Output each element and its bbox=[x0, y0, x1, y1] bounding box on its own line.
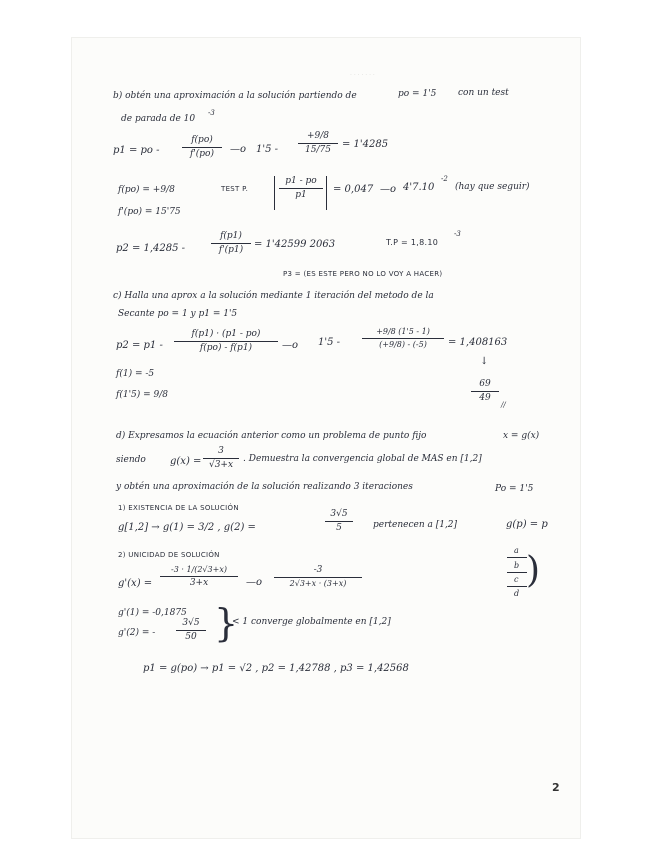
right-brace-icon: } bbox=[214, 601, 239, 645]
b-p1-denominator: f'(po) bbox=[189, 149, 214, 159]
d-existence-tail: pertenecen a [1,2] bbox=[373, 520, 458, 530]
b-p1-denominator2: 15/75 bbox=[305, 145, 331, 155]
c-secant-denominator2: (+9/8) - (-5) bbox=[379, 340, 427, 349]
d-gprime-fraction bbox=[160, 566, 238, 588]
d-existencia-heading: 1) EXISTENCIA DE LA SOLUCIÓN bbox=[118, 504, 239, 512]
d-gx-lhs: g(x) = bbox=[170, 456, 202, 467]
side-item: c bbox=[514, 575, 519, 584]
d-gp-eq: g(p) = p bbox=[506, 519, 548, 530]
b-p3-note: P3 = (ES ESTE PERO NO LO VOY A HACER) bbox=[283, 270, 443, 278]
b-statement-line1: b) obtén una aproximación a la solución partiendo de bbox=[113, 91, 357, 101]
b-statement-line1b: con un test bbox=[458, 88, 509, 98]
b-test-result: = 0,047 bbox=[333, 184, 374, 195]
c-fraction-numerator: 69 bbox=[479, 379, 491, 389]
d-gprime-denominator2: 2√3+x · (3+x) bbox=[289, 579, 347, 588]
side-item: b bbox=[514, 561, 520, 570]
d-gprime2-numerator: 3√5 bbox=[182, 618, 200, 628]
side-item: a bbox=[514, 546, 519, 555]
d-convergence: < 1 converge globalmente en [1,2] bbox=[232, 617, 391, 627]
d-unicidad-heading: 2) UNICIDAD DE SOLUCIÓN bbox=[118, 551, 220, 559]
d-g2-denominator: 5 bbox=[336, 523, 342, 533]
bleed-through-text: · · · · · · · bbox=[350, 72, 375, 79]
d-gprime2-denominator: 50 bbox=[185, 632, 197, 642]
b-p1-result: = 1'4285 bbox=[342, 139, 389, 150]
b-test-value: 4'7.10 bbox=[403, 182, 435, 193]
b-f-p0: f(po) = +9/8 bbox=[118, 185, 175, 195]
b-p1-fraction bbox=[182, 136, 222, 159]
b-test-numerator: p1 - po bbox=[285, 176, 317, 186]
d-gprime2-lhs: g'(2) = - bbox=[118, 628, 156, 638]
d-gprime-lhs: g'(x) = bbox=[118, 578, 153, 589]
arrow-icon: —o bbox=[246, 577, 263, 588]
b-p2-numerator: f(p1) bbox=[220, 231, 242, 241]
side-divider bbox=[507, 586, 527, 587]
c-secant-fraction bbox=[174, 330, 278, 353]
d-p0: Po = 1'5 bbox=[495, 484, 534, 494]
d-gprime1: g'(1) = -0,1875 bbox=[118, 608, 187, 618]
b-test-label: TEST P. bbox=[221, 185, 249, 193]
side-divider bbox=[507, 557, 527, 558]
b-p2-fraction bbox=[211, 232, 251, 255]
c-f15: f(1'5) = 9/8 bbox=[116, 390, 169, 400]
d-gx-numerator: 3 bbox=[218, 446, 224, 456]
d-g2-numerator: 3√5 bbox=[330, 509, 348, 519]
d-fixed-point-eq: x = g(x) bbox=[503, 431, 540, 441]
double-underline-mark: // bbox=[501, 401, 506, 409]
d-iterations: p1 = g(po) → p1 = √2 , p2 = 1,42788 , p3 = 1,42568 bbox=[143, 663, 409, 674]
b-statement-line2: de parada de 10 bbox=[121, 114, 196, 124]
d-gx-denominator: √3+x bbox=[208, 460, 234, 470]
d-gprime-numerator: -3 · 1/(2√3+x) bbox=[171, 565, 227, 574]
c-result: = 1,408163 bbox=[448, 337, 508, 348]
c-secant-numerator: f(p1) · (p1 - po) bbox=[191, 329, 261, 339]
down-arrow-icon: ↓ bbox=[480, 356, 489, 367]
curved-arrow-icon: ) bbox=[526, 550, 541, 591]
b-p1-lhs: p1 = po - bbox=[113, 145, 160, 156]
c-secant-numerator2: +9/8 (1'5 - 1) bbox=[376, 327, 430, 336]
c-statement-line1: c) Halla una aprox a la solución mediante 1 iteración del metodo de la bbox=[113, 291, 434, 301]
b-test-denominator: p1 bbox=[295, 190, 307, 200]
c-secant-fraction2 bbox=[362, 328, 444, 349]
c-f1: f(1) = -5 bbox=[116, 369, 155, 379]
d-statement-line3: y obtén una aproximación de la solución realizando 3 iteraciones bbox=[116, 482, 413, 492]
c-fraction-result bbox=[471, 380, 499, 403]
d-gprime-denominator: 3+x bbox=[189, 578, 209, 588]
c-secant-denominator: f(po) - f(p1) bbox=[199, 343, 253, 353]
c-p2-lhs: p2 = p1 - bbox=[116, 340, 163, 351]
arrow-icon: —o bbox=[380, 184, 397, 195]
c-statement-line2: Secante po = 1 y p1 = 1'5 bbox=[118, 309, 238, 319]
c-mid: 1'5 - bbox=[318, 337, 341, 348]
b-tp-exponent: -3 bbox=[454, 230, 461, 238]
d-gx-fraction bbox=[203, 447, 239, 470]
d-siendo: siendo bbox=[116, 455, 146, 465]
b-p1-numerator2: +9/8 bbox=[306, 131, 330, 141]
b-test-note: (hay que seguir) bbox=[455, 182, 530, 192]
arrow-icon: —o bbox=[230, 144, 247, 155]
b-p1-fraction2 bbox=[298, 132, 338, 155]
b-p2-result: = 1'42599 2063 bbox=[254, 239, 336, 250]
c-fraction-denominator: 49 bbox=[479, 393, 491, 403]
b-fprime-p0: f'(po) = 15'75 bbox=[118, 207, 181, 217]
side-item: d bbox=[514, 589, 520, 598]
d-gprime2-fraction bbox=[176, 619, 206, 642]
b-p2-lhs: p2 = 1,4285 - bbox=[116, 243, 186, 254]
side-divider bbox=[507, 572, 527, 573]
arrow-icon: —o bbox=[282, 340, 299, 351]
b-p1-numerator: f(po) bbox=[191, 135, 213, 145]
b-p0: po = 1'5 bbox=[398, 89, 437, 99]
b-p2-denominator: f'(p1) bbox=[218, 245, 244, 255]
d-statement-line2: . Demuestra la convergencia global de MAS en [1,2] bbox=[243, 454, 482, 464]
d-gprime-numerator2: -3 bbox=[313, 565, 323, 575]
d-existence-line: g[1,2] → g(1) = 3/2 , g(2) = bbox=[118, 522, 256, 533]
b-tp-label: T.P = 1,8.10 bbox=[386, 238, 439, 247]
abs-bar-right bbox=[326, 176, 327, 210]
d-g2-fraction bbox=[325, 510, 353, 533]
b-tolerance-exponent: -3 bbox=[208, 109, 215, 117]
d-gprime-fraction2 bbox=[274, 566, 362, 588]
abs-bar-left bbox=[274, 176, 275, 210]
page-number: 2 bbox=[552, 781, 560, 794]
b-test-fraction bbox=[279, 177, 323, 200]
b-test-exponent: -2 bbox=[441, 175, 448, 183]
d-statement-line1: d) Expresamos la ecuación anterior como un problema de punto fijo bbox=[116, 431, 427, 441]
b-p1-mid: 1'5 - bbox=[256, 144, 279, 155]
